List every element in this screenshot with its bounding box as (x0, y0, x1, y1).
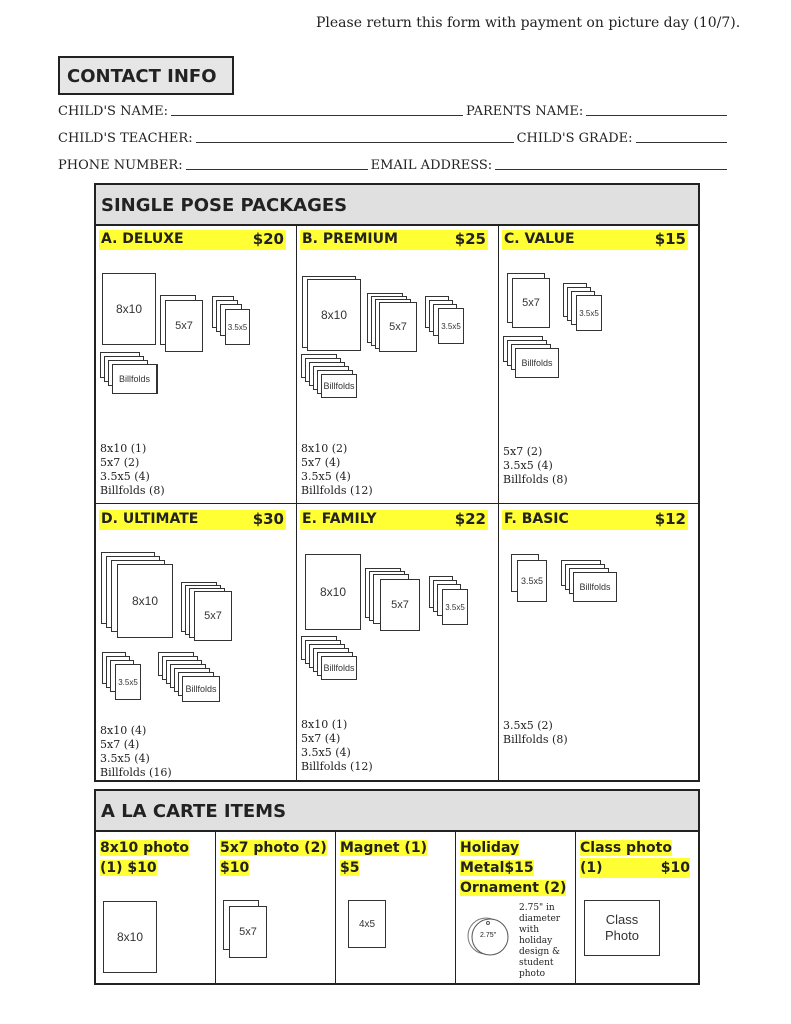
carte-item-5x7[interactable] (216, 830, 336, 983)
package-e-title: E. FAMILY $22 (302, 510, 486, 528)
photo-3-5x5: 3.5x5 (225, 309, 250, 345)
carte-item-class-title: Class photo (1) $10 (580, 840, 690, 876)
parents-name-label: PARENTS NAME: (466, 104, 584, 119)
a-la-carte-section (94, 789, 700, 985)
carte-item-magnet-title: Magnet (1) $5 (340, 840, 427, 876)
child-teacher-label: CHILD'S TEACHER: (58, 131, 193, 146)
billfolds: Billfolds (321, 374, 357, 398)
photo-4x5: 4x5 (348, 900, 386, 948)
package-a-title: A. DELUXE $20 (101, 230, 284, 248)
package-c-contents: 5x7 (2) 3.5x5 (4) Billfolds (8) (503, 445, 568, 486)
photo-3-5x5: 3.5x5 (576, 295, 602, 331)
package-e[interactable] (297, 504, 499, 782)
a-la-carte-header: A LA CARTE ITEMS (96, 791, 698, 832)
billfolds: Billfolds (573, 572, 617, 602)
package-f-title: F. BASIC $12 (504, 510, 686, 528)
child-name-field[interactable] (171, 114, 463, 116)
photo-5x7: 5x7 (512, 278, 550, 328)
photo-5x7: 5x7 (379, 302, 417, 352)
photo-5x7: 5x7 (194, 591, 232, 641)
package-c[interactable] (499, 224, 698, 504)
carte-item-ornament-title: Holiday Metal$15 Ornament (2) (460, 840, 567, 896)
photo-8x10: 8x10 (117, 564, 173, 638)
carte-item-8x10[interactable] (96, 830, 216, 983)
email-label: EMAIL ADDRESS: (370, 158, 493, 173)
child-teacher-field[interactable] (196, 141, 514, 143)
photo-3-5x5: 3.5x5 (442, 589, 468, 625)
contact-row-3 (58, 158, 730, 173)
contact-row-2 (58, 131, 730, 146)
package-f-contents: 3.5x5 (2) Billfolds (8) (503, 719, 568, 746)
photo-3-5x5: 3.5x5 (517, 560, 547, 602)
carte-item-ornament[interactable] (456, 830, 576, 983)
package-d[interactable] (96, 504, 297, 782)
photo-3-5x5: 3.5x5 (115, 664, 141, 700)
photo-3-5x5: 3.5x5 (438, 308, 464, 344)
photo-5x7: 5x7 (380, 579, 420, 631)
package-b-contents: 8x10 (2) 5x7 (4) 3.5x5 (4) Billfolds (12) (301, 442, 373, 497)
carte-item-class-photo[interactable] (576, 830, 698, 983)
child-grade-field[interactable] (636, 141, 727, 143)
package-e-contents: 8x10 (1) 5x7 (4) 3.5x5 (4) Billfolds (12) (301, 718, 373, 773)
billfold-edge (156, 364, 157, 394)
photo-5x7: 5x7 (229, 906, 267, 958)
package-f[interactable] (499, 504, 698, 782)
carte-item-5x7-title: 5x7 photo (2) $10 (220, 840, 327, 876)
email-field[interactable] (495, 168, 727, 170)
ornament-dimension: 2.75" (480, 932, 497, 939)
return-note: Please return this form with payment on picture day (10/7). (316, 15, 741, 31)
package-d-title: D. ULTIMATE $30 (101, 510, 284, 528)
photo-8x10: 8x10 (102, 273, 156, 345)
billfolds: Billfolds (515, 348, 559, 378)
contact-info-heading: CONTACT INFO (58, 56, 234, 95)
child-name-label: CHILD'S NAME: (58, 104, 169, 119)
phone-field[interactable] (186, 168, 368, 170)
billfolds: Billfolds (112, 364, 156, 394)
parents-name-field[interactable] (586, 114, 727, 116)
single-pose-header: SINGLE POSE PACKAGES (96, 185, 698, 226)
phone-label: PHONE NUMBER: (58, 158, 183, 173)
single-pose-section (94, 183, 700, 782)
package-c-title: C. VALUE $15 (504, 230, 686, 248)
package-b[interactable] (297, 224, 499, 504)
ornament-description: 2.75" in diameter with holiday design & student photo (519, 903, 561, 979)
photo-8x10: 8x10 (103, 901, 157, 973)
class-photo-thumbnail: Class Photo (584, 900, 660, 956)
package-a-contents: 8x10 (1) 5x7 (2) 3.5x5 (4) Billfolds (8) (100, 442, 165, 497)
photo-8x10: 8x10 (307, 279, 361, 351)
billfolds: Billfolds (182, 676, 220, 702)
contact-row-1 (58, 104, 730, 119)
billfolds: Billfolds (321, 656, 357, 680)
child-grade-label: CHILD'S GRADE: (516, 131, 633, 146)
photo-5x7: 5x7 (165, 300, 203, 352)
carte-item-8x10-title: 8x10 photo (1) $10 (100, 840, 190, 876)
package-b-title: B. PREMIUM $25 (302, 230, 486, 248)
photo-8x10: 8x10 (305, 554, 361, 630)
carte-item-magnet[interactable] (336, 830, 456, 983)
package-a[interactable] (96, 224, 297, 504)
package-d-contents: 8x10 (4) 5x7 (4) 3.5x5 (4) Billfolds (16) (100, 724, 172, 779)
